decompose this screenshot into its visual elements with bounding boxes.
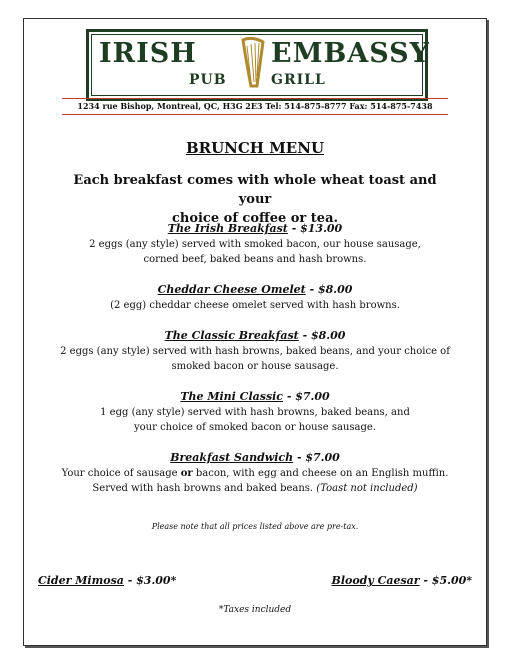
item-price: - $8.00: [305, 283, 353, 296]
menu-page: [23, 18, 487, 646]
logo-sub-grill: GRILL: [271, 72, 326, 88]
logo: [86, 29, 428, 101]
item-desc: your choice of smoked bacon or house sausage.: [134, 422, 376, 433]
item-name: The Irish Breakfast: [167, 222, 288, 235]
harp-icon: [237, 36, 267, 90]
item-desc-text: Your choice of sausage: [61, 468, 181, 479]
logo-word-embassy: EMBASSY: [271, 38, 430, 69]
item-desc-note: (Toast not included): [316, 483, 418, 494]
taxes-note: *Taxes included: [218, 605, 292, 615]
menu-intro: [64, 171, 446, 228]
drink-price: - $5.00*: [419, 574, 472, 587]
menu-item-mini-classic: [44, 389, 466, 435]
logo-sub-pub: PUB: [189, 72, 227, 88]
drink-name: Cider Mimosa: [38, 574, 124, 587]
menu-title: BRUNCH MENU: [185, 139, 325, 157]
item-desc: 2 eggs (any style) served with hash browns, baked beans, and your choice of: [60, 346, 450, 357]
item-desc: (2 egg) cheddar cheese omelet served with hash browns.: [110, 300, 400, 311]
item-name: Breakfast Sandwich: [170, 451, 294, 464]
drink-name: Bloody Caesar: [331, 574, 420, 587]
item-desc-text: Served with hash browns and baked beans.: [92, 483, 317, 494]
drink-cider-mimosa: [38, 574, 176, 587]
item-desc: [44, 466, 466, 481]
item-name: The Classic Breakfast: [164, 329, 299, 342]
menu-item-breakfast-sandwich: [44, 450, 466, 496]
item-desc: 2 eggs (any style) served with smoked bacon, our house sausage,: [89, 239, 421, 250]
item-desc-emphasis: or: [180, 468, 193, 479]
item-desc: smoked bacon or house sausage.: [171, 361, 339, 372]
intro-line: Each breakfast comes with whole wheat toast and your: [73, 173, 437, 207]
menu-item-classic-breakfast: [44, 328, 466, 374]
drink-price: - $3.00*: [123, 574, 177, 587]
item-name: The Mini Classic: [180, 390, 284, 403]
item-desc: 1 egg (any style) served with hash browns, baked beans, and: [100, 407, 410, 418]
item-price: - $8.00: [298, 329, 346, 342]
menu-item-irish-breakfast: [44, 221, 466, 267]
address-line: 1234 rue Bishop, Montreal, QC, H3G 2E3 Tel: 514-875-8777 Fax: 514-875-7438: [77, 101, 433, 111]
item-name: Cheddar Cheese Omelet: [157, 283, 306, 296]
item-desc-text: bacon, with egg and cheese on an English muffin.: [192, 468, 449, 479]
logo-word-irish: IRISH: [99, 38, 197, 69]
drink-bloody-caesar: [332, 574, 472, 587]
item-desc: corned beef, baked beans and hash browns.: [143, 254, 367, 265]
header-rule-bottom: [62, 114, 448, 115]
item-price: - $7.00: [293, 451, 340, 464]
intro-line: choice of coffee or tea.: [171, 211, 339, 226]
item-desc: [44, 481, 466, 496]
pretax-note: Please note that all prices listed above are pre-tax.: [151, 522, 359, 531]
header-rule-top: [62, 98, 448, 99]
menu-item-cheddar-omelet: [44, 282, 466, 313]
item-price: - $13.00: [287, 222, 343, 235]
item-price: - $7.00: [283, 390, 330, 403]
